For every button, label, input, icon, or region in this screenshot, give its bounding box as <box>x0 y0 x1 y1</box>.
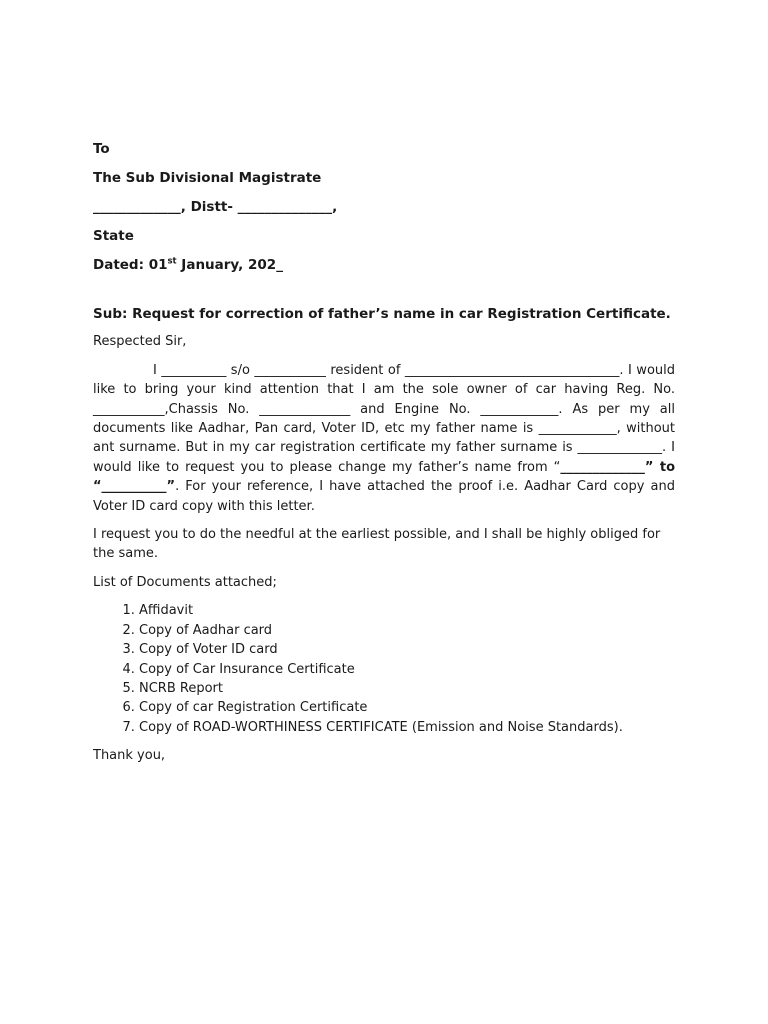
list-item: 4. Copy of Car Insurance Certificate <box>139 660 675 679</box>
documents-heading: List of Documents attached; <box>93 574 277 590</box>
letter-page <box>93 140 675 775</box>
list-item: 6. Copy of car Registration Certificate <box>139 698 675 717</box>
documents-list <box>93 601 675 737</box>
body-paragraph-1-text-c: . For your reference, I have attached the proof i.e. Aadhar Card copy and Voter ID card copy with this letter. <box>93 479 675 514</box>
list-item: 1. Affidavit <box>139 601 675 620</box>
spacer <box>93 285 675 305</box>
recipient-title: The Sub Divisional Magistrate <box>93 170 322 186</box>
date-line <box>93 256 675 275</box>
body-paragraph-1-text-a: I __________ s/o ___________ resident of _________________________________. I would like to bring your kind attention that I am the sole owner of car having Reg. No. ___________,Chassis No. ______________ and Engine No. ____________. As per my all documents like Aadhar, Pan card, Voter ID, etc my father name is ____________, without ant surname. But in my car registration certificate my father surname is _____________. I would like to request you to please change my father’s name from “ <box>93 362 675 475</box>
district-line: _____________, Distt- ______________, <box>93 199 338 215</box>
salutation: Respected Sir, <box>93 334 187 350</box>
subject-line: Sub: Request for correction of father’s name in car Registration Certificate. <box>93 306 671 322</box>
state-label: State <box>93 228 134 244</box>
closing: Thank you, <box>93 748 166 764</box>
list-item: 5. NCRB Report <box>139 679 675 698</box>
body-paragraph-2: I request you to do the needful at the earliest possible, and I shall be highly obliged for the same. <box>93 527 661 562</box>
to-label: To <box>93 141 110 157</box>
list-item: 2. Copy of Aadhar card <box>139 621 675 640</box>
list-item: 3. Copy of Voter ID card <box>139 640 675 659</box>
date-suffix: January, 202_ <box>176 257 283 273</box>
date-prefix: Dated: 01 <box>93 257 168 273</box>
date-ordinal-suffix: st <box>167 256 177 267</box>
list-item: 7. Copy of ROAD-WORTHINESS CERTIFICATE (Emission and Noise Standards). <box>139 718 675 737</box>
name-change-blanks: _____________” to “__________” <box>93 459 676 495</box>
body-paragraph-1 <box>93 361 675 516</box>
